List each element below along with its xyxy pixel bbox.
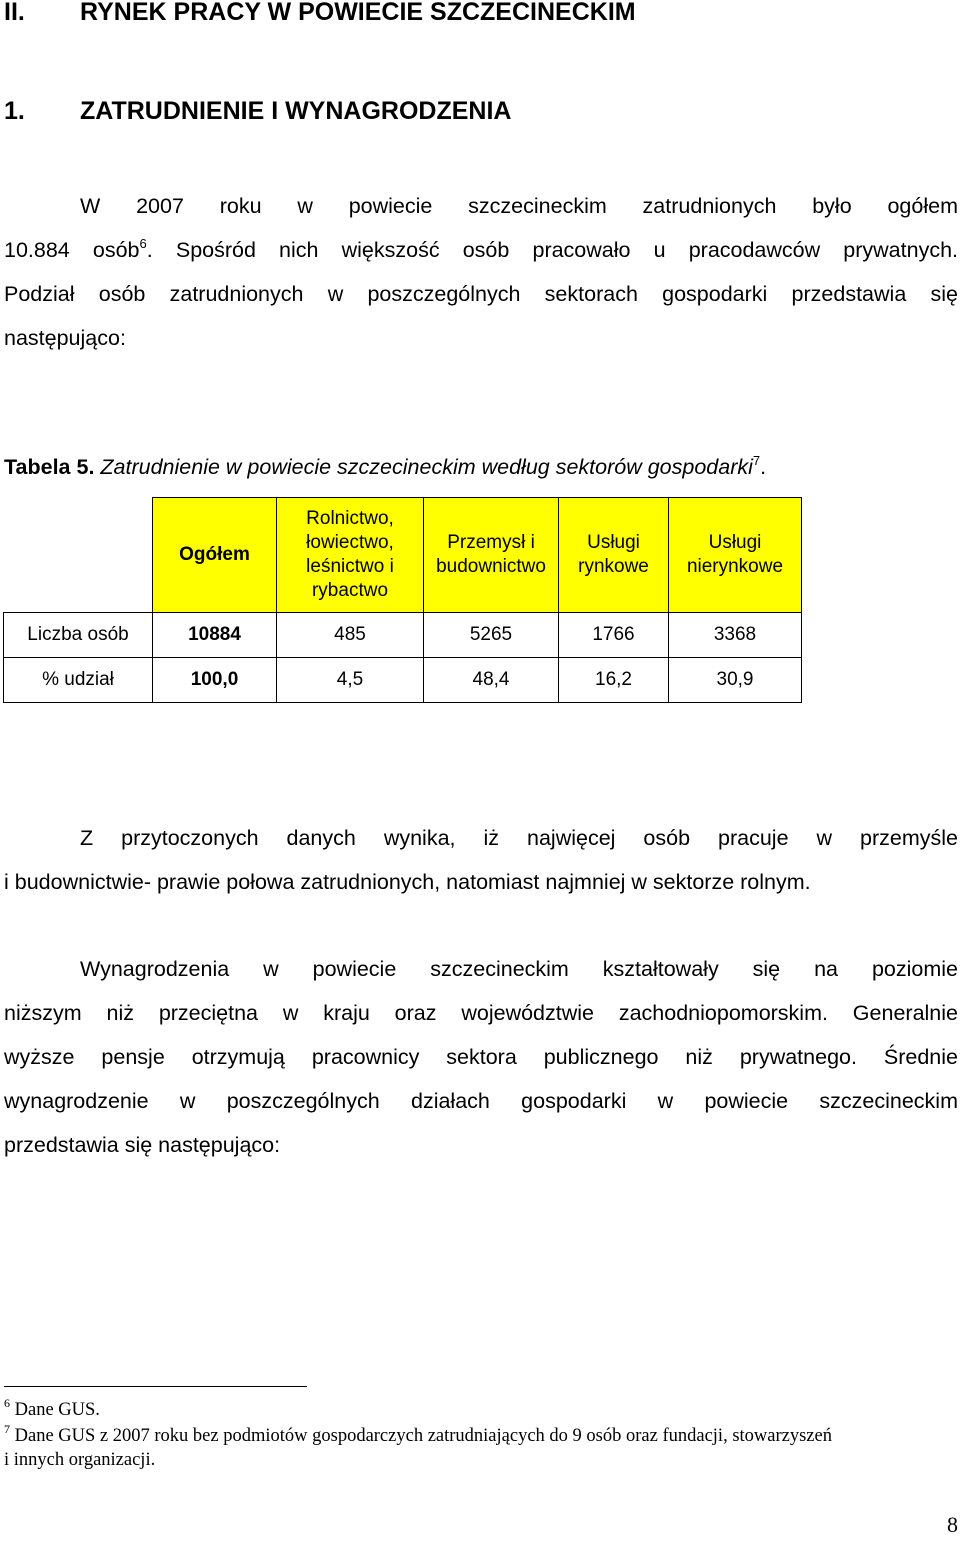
header-text: nierynkowe — [686, 556, 784, 577]
section-title: ZATRUDNIENIE I WYNAGRODZENIA — [80, 97, 512, 125]
section-heading — [4, 97, 511, 126]
table-header-total — [153, 498, 277, 613]
table-caption-dot: . — [88, 455, 95, 479]
table-cell: 16,2 — [559, 658, 669, 703]
table-cell: 1766 — [559, 613, 669, 658]
table-cell: 5265 — [424, 613, 559, 658]
row-label: Liczba osób — [4, 613, 153, 658]
header-text: Usługi — [708, 532, 762, 553]
table-cell: 30,9 — [669, 658, 802, 703]
table-caption-label: Tabela 5 — [4, 455, 89, 479]
paragraph-line: następująco: — [4, 326, 126, 350]
header-text: Usługi — [587, 532, 640, 553]
table-cell: 485 — [277, 613, 424, 658]
table-header-row — [4, 498, 802, 613]
table-header-empty — [4, 498, 153, 613]
table-row — [4, 613, 802, 658]
header-text: budownictwo — [436, 556, 546, 577]
chapter-title: RYNEK PRACY W POWIECIE SZCZECINECKIM — [80, 0, 636, 26]
table-cell: 4,5 — [277, 658, 424, 703]
table-header-industry — [424, 498, 559, 613]
header-text: rybactwo — [311, 580, 389, 601]
table-header-market-services — [559, 498, 669, 613]
table-cell: 10884 — [153, 613, 277, 658]
paragraph-line: przedstawia się następująco: — [4, 1133, 281, 1157]
footnote-mark: 6 — [4, 1396, 10, 1410]
table-header-agriculture — [277, 498, 424, 613]
paragraph-wages — [4, 947, 958, 1167]
table-caption-end: . — [760, 455, 767, 479]
footnote-text: i innych organizacji. — [4, 1450, 156, 1470]
paragraph-line: i budownictwie- prawie połowa zatrudnionych, natomiast najmniej w sektorze rolnym. — [4, 870, 811, 894]
table-caption-title: Zatrudnienie w powiecie szczecineckim według sektorów gospodarki — [100, 455, 753, 479]
paragraph-conclusion — [4, 816, 958, 904]
paragraph-line — [4, 228, 958, 272]
header-text: Przemysł i — [447, 532, 535, 553]
footnote-mark: 7 — [4, 1422, 10, 1436]
header-text: łowiectwo, — [306, 532, 394, 553]
paragraph-line: wynagrodzenie w poszczególnych działach gospodarki w powiecie szczecineckim — [4, 1089, 958, 1113]
table-cell: 3368 — [669, 613, 802, 658]
footnote-7-continuation — [4, 1448, 155, 1472]
row-label: % udział — [4, 658, 153, 703]
paragraph-line: Podział osób zatrudnionych w poszczególnych sektorach gospodarki przedstawia się — [4, 282, 958, 306]
paragraph-line: Z przytoczonych danych wynika, iż najwięcej osób pracuje w przemyśle — [80, 826, 958, 850]
table-row — [4, 658, 802, 703]
header-text: leśnictwo i — [306, 556, 394, 577]
table-cell: 100,0 — [153, 658, 277, 703]
paragraph-employment-intro — [4, 184, 958, 360]
footnote-text: Dane GUS. — [10, 1400, 100, 1420]
text-span: . Spośród nich większość osób pracowało u pracodawców prywatnych. — [146, 238, 958, 262]
section-number: 1. — [4, 97, 25, 125]
table-cell: 48,4 — [424, 658, 559, 703]
footnote-text: Dane GUS z 2007 roku bez podmiotów gospodarczych zatrudniających do 9 osób oraz fundacji, stowarzyszeń — [10, 1426, 832, 1446]
chapter-heading — [4, 0, 636, 27]
paragraph-line: niższym niż przeciętna w kraju oraz województwie zachodniopomorskim. Generalnie — [4, 1001, 958, 1025]
page-number: 8 — [947, 1512, 958, 1537]
footnote-ref-7: 7 — [752, 453, 761, 468]
header-text: rynkowe — [578, 556, 649, 577]
footnote-ref-6: 6 — [139, 236, 147, 251]
footnote-7 — [4, 1424, 832, 1448]
text-span: 10.884 osób — [4, 238, 140, 262]
paragraph-line: W 2007 roku w powiecie szczecineckim zatrudnionych było ogółem — [80, 194, 958, 218]
footnote-separator — [4, 1386, 307, 1387]
footnote-6 — [4, 1398, 100, 1422]
header-text: Rolnictwo, — [306, 508, 394, 529]
table-caption — [4, 455, 766, 480]
header-text: Ogółem — [179, 544, 250, 565]
paragraph-line: wyższe pensje otrzymują pracownicy sektora publicznego niż prywatnego. Średnie — [4, 1045, 958, 1069]
table-header-nonmarket-services — [669, 498, 802, 613]
paragraph-line: Wynagrodzenia w powiecie szczecineckim kształtowały się na poziomie — [80, 957, 958, 981]
employment-table — [3, 497, 802, 703]
chapter-number: II. — [4, 0, 25, 26]
